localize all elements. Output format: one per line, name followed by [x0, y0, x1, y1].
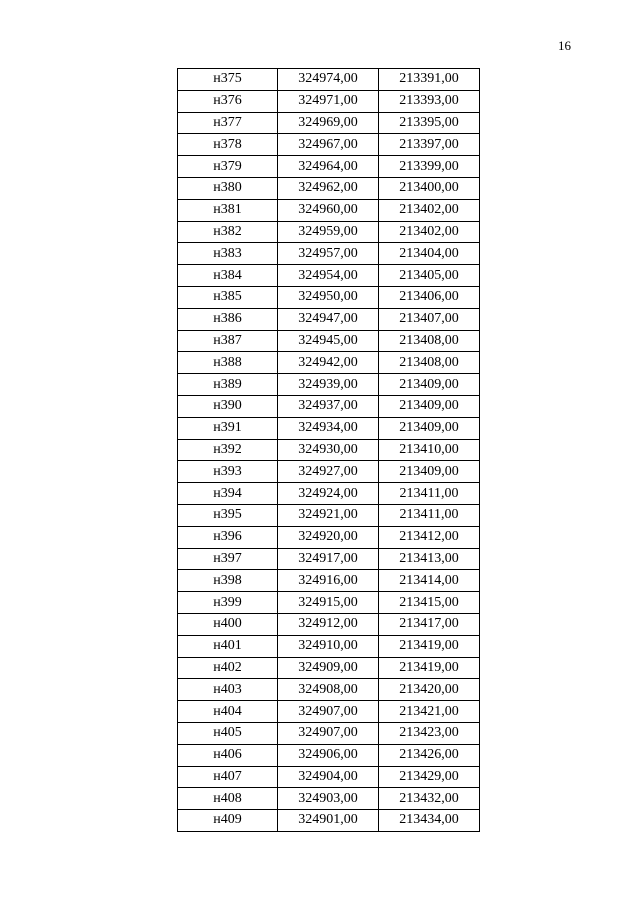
x-coordinate-cell: 324945,00 — [278, 330, 379, 352]
page-number: 16 — [558, 38, 571, 53]
y-coordinate-cell: 213410,00 — [379, 439, 480, 461]
x-coordinate-cell: 324954,00 — [278, 265, 379, 287]
table-row — [178, 722, 480, 744]
table-row — [178, 69, 480, 91]
point-id-cell: н406 — [178, 744, 278, 766]
table-row — [178, 548, 480, 570]
point-id-cell: н396 — [178, 526, 278, 548]
point-id-cell: н392 — [178, 439, 278, 461]
point-id-cell: н386 — [178, 308, 278, 330]
y-coordinate-cell: 213397,00 — [379, 134, 480, 156]
x-coordinate-cell: 324921,00 — [278, 504, 379, 526]
x-coordinate-cell: 324924,00 — [278, 483, 379, 505]
point-id-cell: н382 — [178, 221, 278, 243]
x-coordinate-cell: 324962,00 — [278, 177, 379, 199]
table-row — [178, 679, 480, 701]
y-coordinate-cell: 213408,00 — [379, 330, 480, 352]
table-row — [178, 243, 480, 265]
table-row — [178, 810, 480, 832]
x-coordinate-cell: 324912,00 — [278, 613, 379, 635]
x-coordinate-cell: 324939,00 — [278, 374, 379, 396]
x-coordinate-cell: 324969,00 — [278, 112, 379, 134]
x-coordinate-cell: 324927,00 — [278, 461, 379, 483]
y-coordinate-cell: 213393,00 — [379, 90, 480, 112]
table-row — [178, 308, 480, 330]
y-coordinate-cell: 213432,00 — [379, 788, 480, 810]
x-coordinate-cell: 324957,00 — [278, 243, 379, 265]
y-coordinate-cell: 213409,00 — [379, 395, 480, 417]
table-row — [178, 352, 480, 374]
table-row — [178, 766, 480, 788]
y-coordinate-cell: 213426,00 — [379, 744, 480, 766]
table-row — [178, 657, 480, 679]
table-row — [178, 635, 480, 657]
point-id-cell: н381 — [178, 199, 278, 221]
point-id-cell: н377 — [178, 112, 278, 134]
x-coordinate-cell: 324908,00 — [278, 679, 379, 701]
y-coordinate-cell: 213409,00 — [379, 374, 480, 396]
table-row — [178, 461, 480, 483]
y-coordinate-cell: 213404,00 — [379, 243, 480, 265]
point-id-cell: н391 — [178, 417, 278, 439]
x-coordinate-cell: 324906,00 — [278, 744, 379, 766]
y-coordinate-cell: 213400,00 — [379, 177, 480, 199]
y-coordinate-cell: 213412,00 — [379, 526, 480, 548]
table-row — [178, 439, 480, 461]
x-coordinate-cell: 324920,00 — [278, 526, 379, 548]
x-coordinate-cell: 324942,00 — [278, 352, 379, 374]
table-row — [178, 701, 480, 723]
point-id-cell: н408 — [178, 788, 278, 810]
x-coordinate-cell: 324967,00 — [278, 134, 379, 156]
coordinates-table-body — [178, 69, 480, 832]
x-coordinate-cell: 324947,00 — [278, 308, 379, 330]
y-coordinate-cell: 213395,00 — [379, 112, 480, 134]
table-row — [178, 788, 480, 810]
y-coordinate-cell: 213414,00 — [379, 570, 480, 592]
y-coordinate-cell: 213391,00 — [379, 69, 480, 91]
x-coordinate-cell: 324910,00 — [278, 635, 379, 657]
point-id-cell: н390 — [178, 395, 278, 417]
point-id-cell: н405 — [178, 722, 278, 744]
point-id-cell: н380 — [178, 177, 278, 199]
y-coordinate-cell: 213429,00 — [379, 766, 480, 788]
x-coordinate-cell: 324915,00 — [278, 592, 379, 614]
table-row — [178, 417, 480, 439]
x-coordinate-cell: 324907,00 — [278, 722, 379, 744]
point-id-cell: н387 — [178, 330, 278, 352]
table-row — [178, 199, 480, 221]
y-coordinate-cell: 213411,00 — [379, 504, 480, 526]
table-row — [178, 395, 480, 417]
y-coordinate-cell: 213419,00 — [379, 635, 480, 657]
y-coordinate-cell: 213406,00 — [379, 286, 480, 308]
point-id-cell: н379 — [178, 156, 278, 178]
table-row — [178, 112, 480, 134]
point-id-cell: н375 — [178, 69, 278, 91]
point-id-cell: н404 — [178, 701, 278, 723]
x-coordinate-cell: 324917,00 — [278, 548, 379, 570]
y-coordinate-cell: 213419,00 — [379, 657, 480, 679]
point-id-cell: н389 — [178, 374, 278, 396]
table-row — [178, 330, 480, 352]
point-id-cell: н407 — [178, 766, 278, 788]
y-coordinate-cell: 213421,00 — [379, 701, 480, 723]
x-coordinate-cell: 324964,00 — [278, 156, 379, 178]
x-coordinate-cell: 324971,00 — [278, 90, 379, 112]
y-coordinate-cell: 213420,00 — [379, 679, 480, 701]
table-row — [178, 221, 480, 243]
coordinates-table — [177, 68, 480, 832]
y-coordinate-cell: 213407,00 — [379, 308, 480, 330]
y-coordinate-cell: 213417,00 — [379, 613, 480, 635]
point-id-cell: н384 — [178, 265, 278, 287]
x-coordinate-cell: 324916,00 — [278, 570, 379, 592]
point-id-cell: н394 — [178, 483, 278, 505]
table-row — [178, 570, 480, 592]
point-id-cell: н376 — [178, 90, 278, 112]
table-row — [178, 374, 480, 396]
table-row — [178, 613, 480, 635]
table-row — [178, 265, 480, 287]
y-coordinate-cell: 213415,00 — [379, 592, 480, 614]
y-coordinate-cell: 213402,00 — [379, 199, 480, 221]
y-coordinate-cell: 213409,00 — [379, 461, 480, 483]
y-coordinate-cell: 213399,00 — [379, 156, 480, 178]
point-id-cell: н397 — [178, 548, 278, 570]
x-coordinate-cell: 324937,00 — [278, 395, 379, 417]
point-id-cell: н378 — [178, 134, 278, 156]
table-row — [178, 526, 480, 548]
x-coordinate-cell: 324909,00 — [278, 657, 379, 679]
x-coordinate-cell: 324950,00 — [278, 286, 379, 308]
x-coordinate-cell: 324960,00 — [278, 199, 379, 221]
y-coordinate-cell: 213405,00 — [379, 265, 480, 287]
y-coordinate-cell: 213409,00 — [379, 417, 480, 439]
point-id-cell: н383 — [178, 243, 278, 265]
point-id-cell: н395 — [178, 504, 278, 526]
y-coordinate-cell: 213402,00 — [379, 221, 480, 243]
table-row — [178, 90, 480, 112]
table-row — [178, 156, 480, 178]
table-row — [178, 504, 480, 526]
x-coordinate-cell: 324904,00 — [278, 766, 379, 788]
point-id-cell: н398 — [178, 570, 278, 592]
x-coordinate-cell: 324903,00 — [278, 788, 379, 810]
x-coordinate-cell: 324901,00 — [278, 810, 379, 832]
table-row — [178, 483, 480, 505]
y-coordinate-cell: 213413,00 — [379, 548, 480, 570]
x-coordinate-cell: 324934,00 — [278, 417, 379, 439]
x-coordinate-cell: 324907,00 — [278, 701, 379, 723]
point-id-cell: н402 — [178, 657, 278, 679]
table-row — [178, 177, 480, 199]
point-id-cell: н399 — [178, 592, 278, 614]
point-id-cell: н401 — [178, 635, 278, 657]
point-id-cell: н400 — [178, 613, 278, 635]
table-row — [178, 592, 480, 614]
table-row — [178, 744, 480, 766]
point-id-cell: н393 — [178, 461, 278, 483]
point-id-cell: н388 — [178, 352, 278, 374]
y-coordinate-cell: 213434,00 — [379, 810, 480, 832]
point-id-cell: н385 — [178, 286, 278, 308]
point-id-cell: н409 — [178, 810, 278, 832]
y-coordinate-cell: 213411,00 — [379, 483, 480, 505]
y-coordinate-cell: 213408,00 — [379, 352, 480, 374]
x-coordinate-cell: 324930,00 — [278, 439, 379, 461]
table-row — [178, 134, 480, 156]
x-coordinate-cell: 324974,00 — [278, 69, 379, 91]
x-coordinate-cell: 324959,00 — [278, 221, 379, 243]
point-id-cell: н403 — [178, 679, 278, 701]
y-coordinate-cell: 213423,00 — [379, 722, 480, 744]
table-row — [178, 286, 480, 308]
